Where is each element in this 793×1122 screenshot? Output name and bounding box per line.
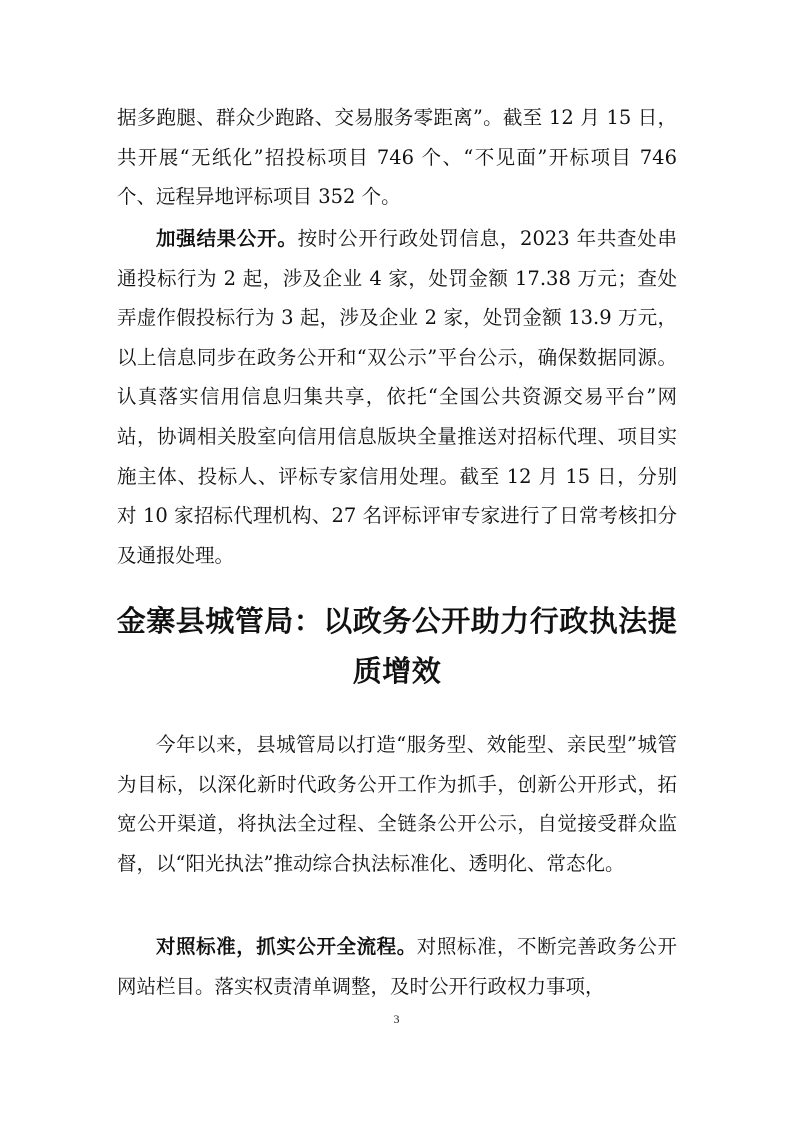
body-paragraph-intro xyxy=(117,725,677,883)
body-paragraph-standards xyxy=(117,927,677,1006)
body-paragraph-results-disclosure xyxy=(117,219,677,575)
page-number: 3 xyxy=(393,1012,400,1026)
paragraph-text: 今年以来，县城管局以打造“服务型、效能型、亲民型”城管为目标，以深化新时代政务公开工作为抓手，创新公开形式，拓宽公开渠道，将执法全过程、全链条公开公示，自觉接受群众监督，以“阳光执法”推动综合执法标准化、透明化、常态化。 xyxy=(117,733,677,875)
paragraph-lead-heading: 加强结果公开。 xyxy=(156,227,298,250)
section-heading: 金寨县城管局：以政务公开助力行政执法提质增效 xyxy=(116,604,678,688)
paragraph-text: 按时公开行政处罚信息，2023 年共查处串通投标行为 2 起，涉及企业 4 家，处罚金额 17.38 万元；查处弄虚作假投标行为 3 起，涉及企业 2 家，处罚金额 13.9 万元，以上信息同步在政务公开和“双公示”平台公示，确保数据同源。认真落实信用信息归集共享，依托“全国公共资源交易平台”网站，协调相关股室向信用信息版块全量推送对招标代理、项目实施主体、投标人、评标专家信用处理。截至 12 月 15 日，分别对 10 家招标代理机构、27 名评标评审专家进行了日常考核扣分及通报处理。 xyxy=(117,227,677,567)
body-paragraph-continued xyxy=(117,98,677,217)
paragraph-lead-heading: 对照标准，抓实公开全流程。 xyxy=(156,935,417,958)
paragraph-text: 据多跑腿、群众少跑路、交易服务零距离”。截至 12 月 15 日，共开展“无纸化”招投标项目 746 个、“不见面”开标项目 746 个、远程异地评标项目 352 个。 xyxy=(117,106,677,209)
paragraph-text: 对照标准，不断完善政务公开网站栏目。落实权责清单调整，及时公开行政权力事项， xyxy=(117,935,677,998)
